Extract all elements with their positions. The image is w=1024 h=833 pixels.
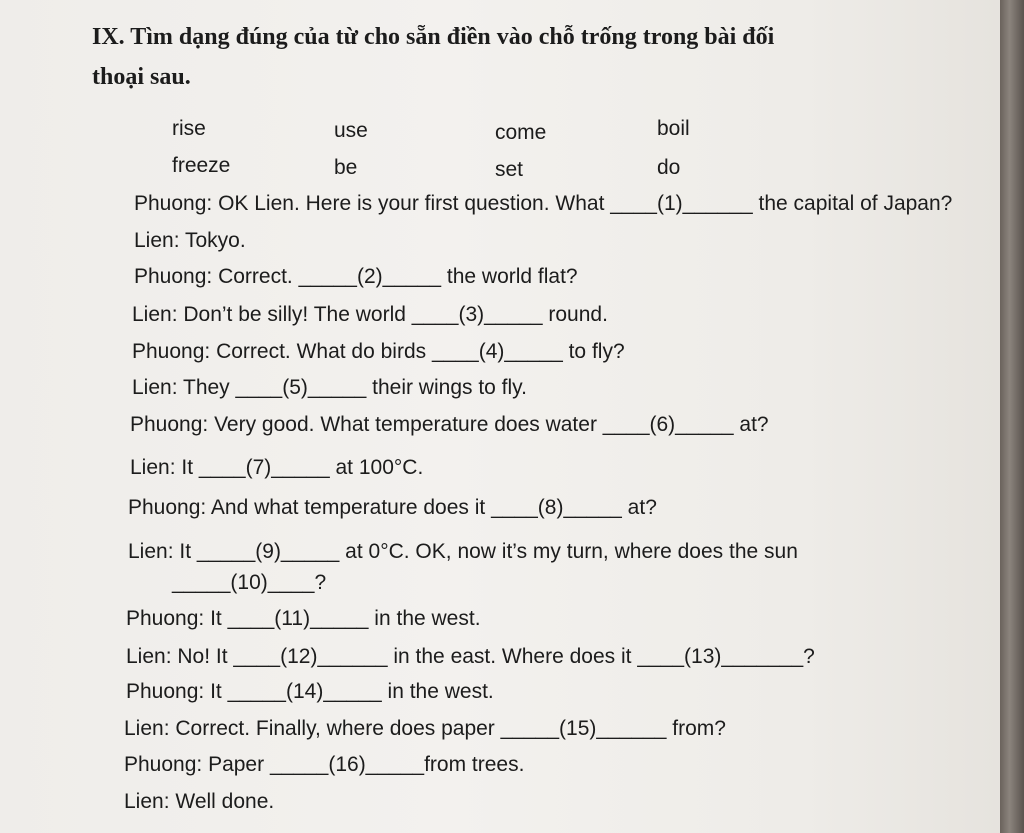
dialogue-line: Phuong: And what temperature does it ____(8)_____ at? — [128, 496, 657, 519]
word-bank-item: set — [495, 158, 524, 181]
exercise-title-line2: thoại sau. — [92, 64, 191, 90]
dialogue-line: Phuong: It ____(11)_____ in the west. — [126, 607, 481, 630]
dialogue-line: Phuong: Correct. What do birds ____(4)_____ to fly? — [132, 340, 625, 363]
dialogue-line: Lien: No! It ____(12)______ in the east. Where does it ____(13)_______? — [126, 645, 815, 668]
dialogue-line: Lien: Well done. — [124, 790, 275, 813]
page-edge — [1000, 0, 1024, 833]
dialogue-line: Lien: It _____(9)_____ at 0°C. OK, now it’s my turn, where does the sun — [128, 540, 798, 563]
dialogue-line: Phuong: Correct. _____(2)_____ the world flat? — [134, 265, 578, 288]
dialogue-line: Lien: It ____(7)_____ at 100°C. — [130, 456, 424, 479]
dialogue-line: Phuong: OK Lien. Here is your first question. What ____(1)______ the capital of Japan? — [134, 192, 953, 215]
word-bank-item: boil — [657, 117, 690, 140]
exercise-title-line1: IX. Tìm dạng đúng của từ cho sẵn điền vào chỗ trống trong bài đối — [92, 24, 775, 50]
word-bank-item: come — [495, 121, 547, 144]
word-bank-item: use — [334, 119, 368, 142]
dialogue-line: Phuong: Very good. What temperature does water ____(6)_____ at? — [130, 413, 769, 436]
word-bank-item: be — [334, 156, 358, 179]
dialogue-line: Lien: Correct. Finally, where does paper _____(15)______ from? — [124, 717, 726, 740]
word-bank-item: rise — [172, 117, 206, 140]
dialogue-line: Phuong: It _____(14)_____ in the west. — [126, 680, 494, 703]
dialogue-line: Lien: They ____(5)_____ their wings to fly. — [132, 376, 527, 399]
dialogue-line: Phuong: Paper _____(16)_____from trees. — [124, 753, 525, 776]
word-bank-item: do — [657, 156, 681, 179]
dialogue-line: _____(10)____? — [172, 571, 327, 594]
dialogue-line: Lien: Tokyo. — [134, 229, 246, 252]
word-bank-item: freeze — [172, 154, 231, 177]
dialogue-line: Lien: Don’t be silly! The world ____(3)_____ round. — [132, 303, 608, 326]
